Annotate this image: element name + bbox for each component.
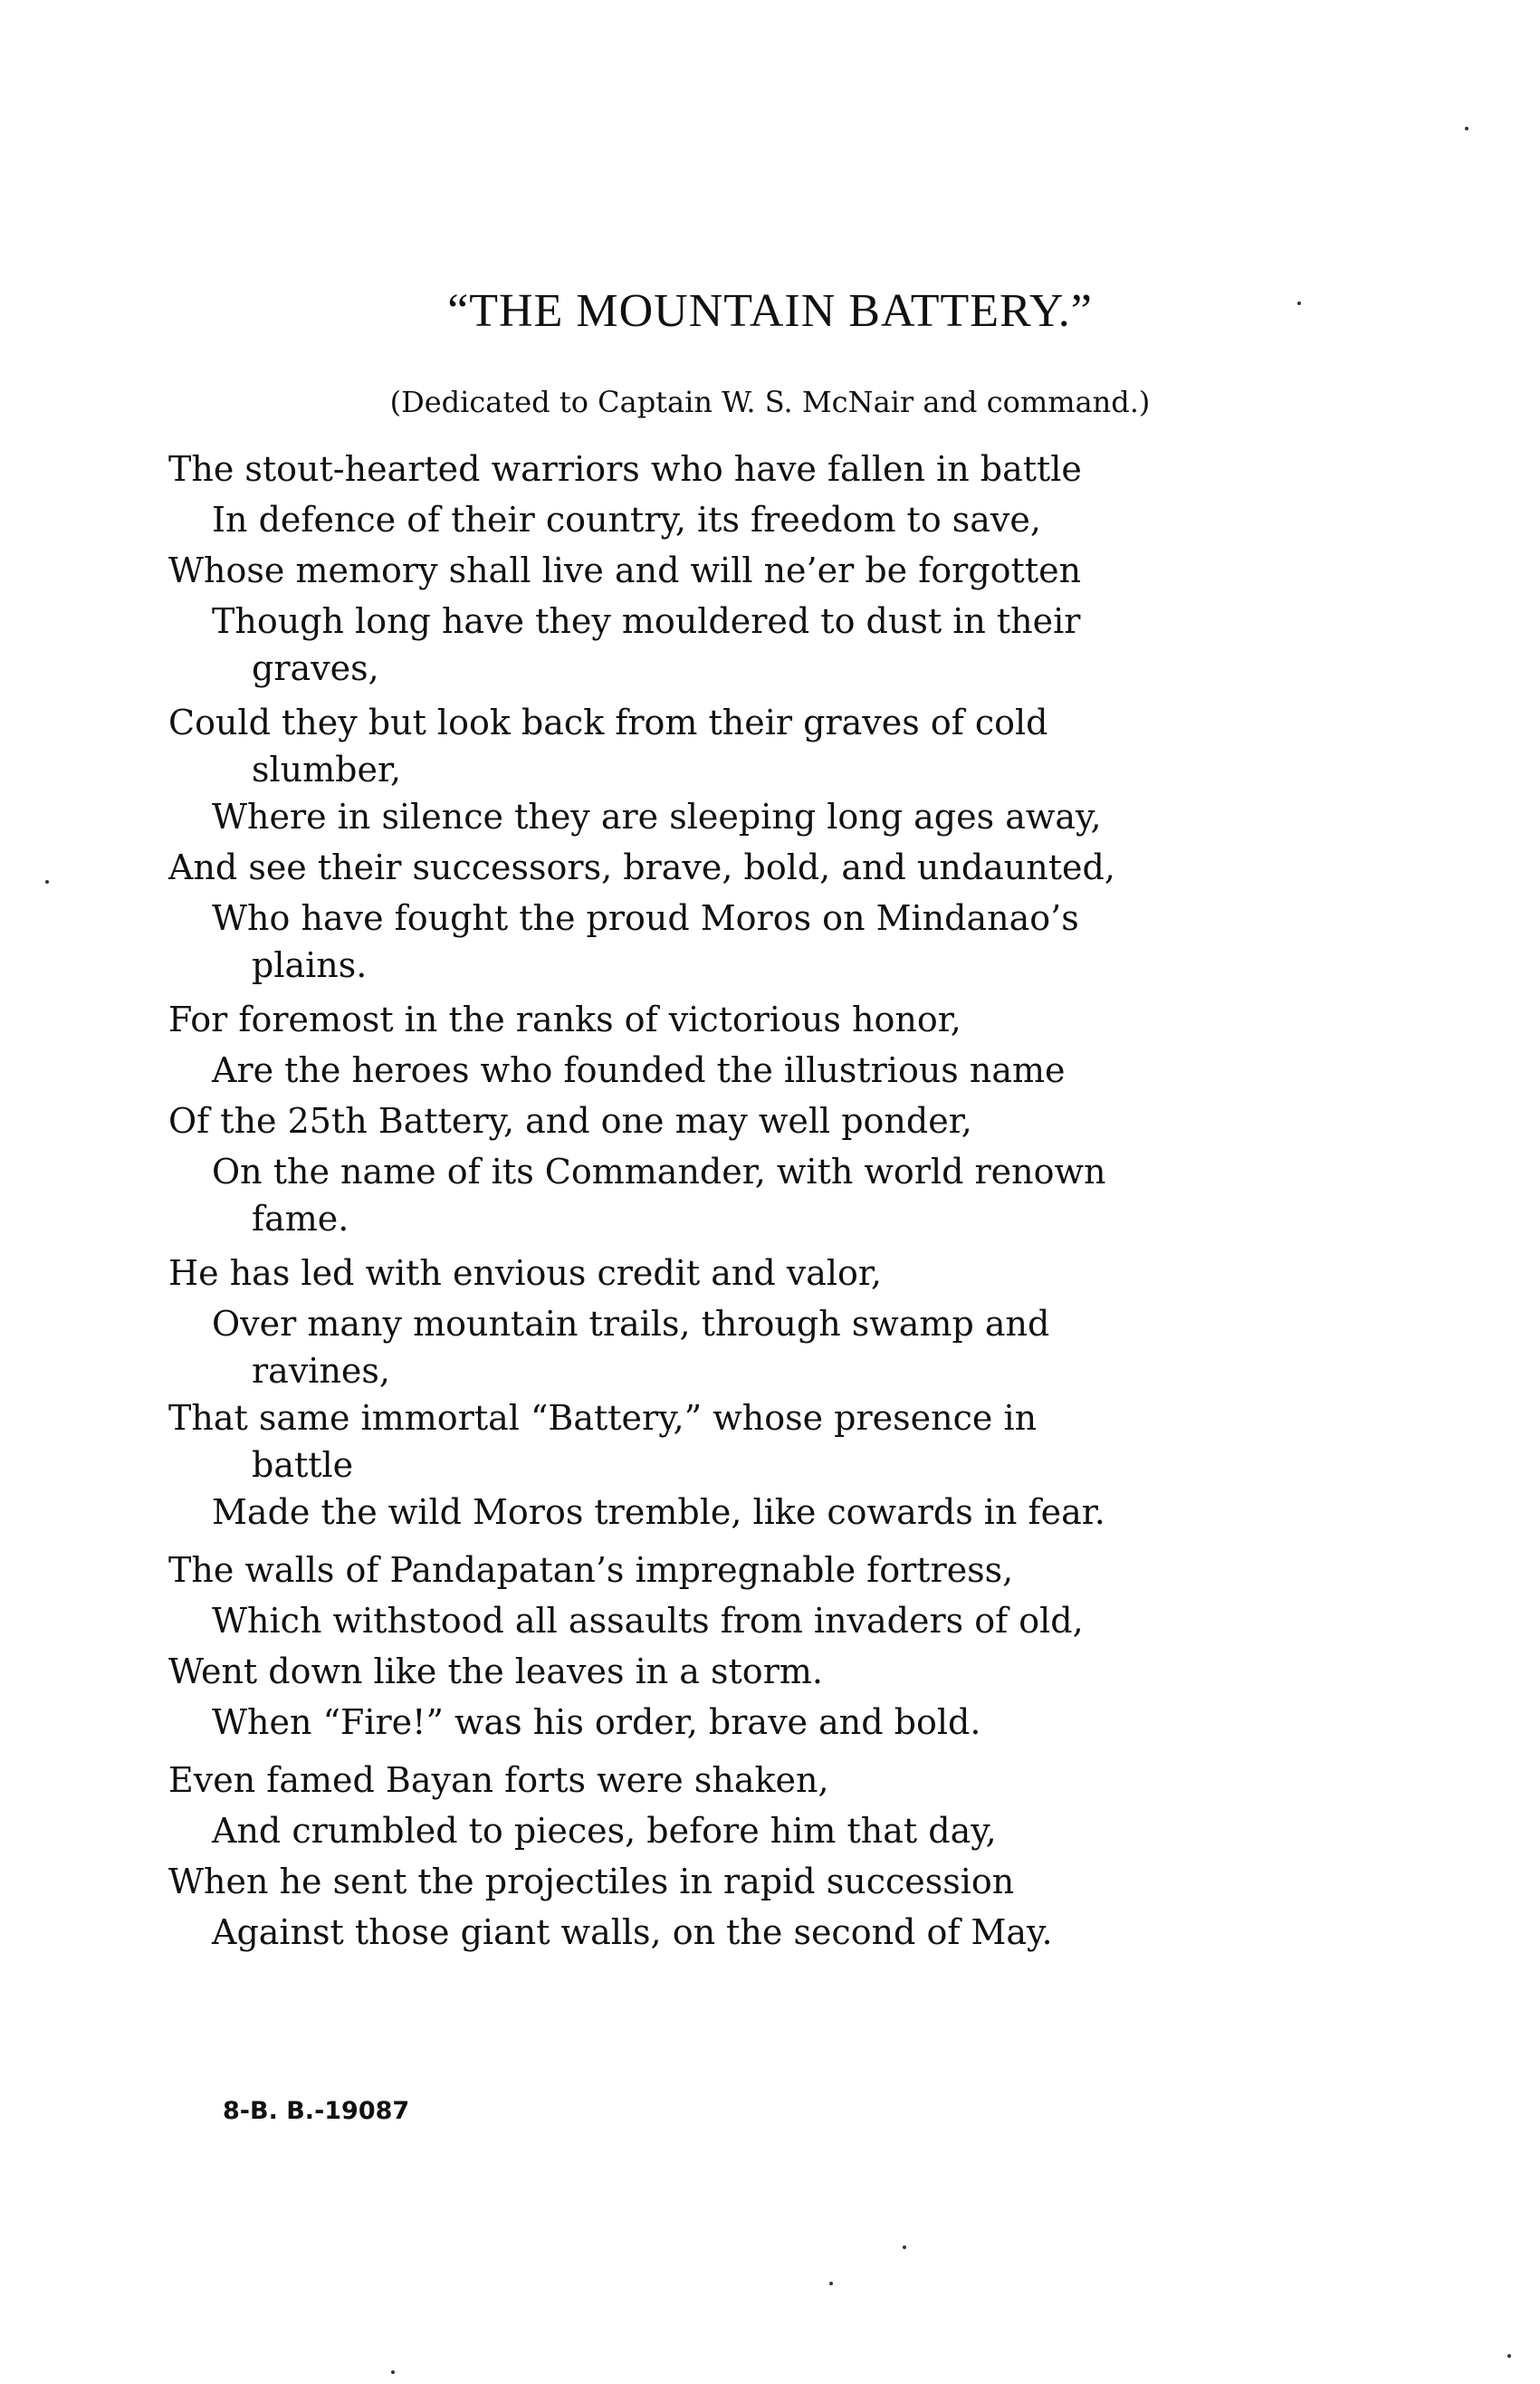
stanza-6: [168, 1755, 1219, 1958]
stanza-4: [168, 1248, 1219, 1537]
poem-line: slumber,: [252, 750, 402, 790]
poem-line: On the name of its Commander, with world renown: [212, 1152, 1106, 1192]
poem-line: The walls of Pandapatan’s impregnable fortress,: [168, 1550, 1014, 1590]
poem-body: [168, 444, 1219, 1958]
poem-line: graves,: [252, 648, 379, 688]
poem-line: And see their successors, brave, bold, and undaunted,: [168, 847, 1115, 887]
poem-line: Are the heroes who founded the illustrious name: [212, 1050, 1066, 1090]
poem-line: Though long have they mouldered to dust in their: [212, 601, 1081, 641]
poem-line: battle: [252, 1445, 354, 1485]
printer-mark: 8-B. B.-19087: [223, 2097, 410, 2125]
scan-speck: [1465, 127, 1468, 130]
poem-line: And crumbled to pieces, before him that day,: [212, 1811, 997, 1851]
scan-speck: [903, 2245, 906, 2249]
scan-speck: [391, 2370, 395, 2374]
poem-line: Where in silence they are sleeping long ages away,: [212, 797, 1102, 837]
poem-line: Could they but look back from their graves of cold: [168, 703, 1048, 742]
scan-speck: [1507, 2354, 1511, 2358]
poem-line: The stout-hearted warriors who have fallen in battle: [168, 449, 1082, 489]
dedication: (Dedicated to Captain W. S. McNair and command.): [389, 385, 1151, 419]
poem-line: Of the 25th Battery, and one may well ponder,: [168, 1101, 972, 1141]
poem-line: That same immortal “Battery,” whose presence in: [168, 1398, 1038, 1438]
scan-speck: [1297, 302, 1301, 305]
poem-line: For foremost in the ranks of victorious honor,: [168, 1000, 961, 1039]
scan-speck: [45, 880, 49, 884]
poem-line: plains.: [252, 945, 368, 985]
poem-line: Which withstood all assaults from invaders of old,: [212, 1601, 1084, 1641]
scan-speck: [829, 2282, 833, 2285]
stanza-3: [168, 994, 1219, 1240]
poem-line: In defence of their country, its freedom to save,: [212, 500, 1041, 540]
poem-line: Made the wild Moros tremble, like cowards in fear.: [212, 1492, 1105, 1532]
poem-line: When “Fire!” was his order, brave and bold.: [212, 1702, 981, 1742]
stanza-2: [168, 697, 1219, 987]
poem-line: When he sent the projectiles in rapid succession: [168, 1862, 1015, 1901]
poem-line: He has led with envious credit and valor,: [168, 1253, 882, 1293]
poem-line: Went down like the leaves in a storm.: [168, 1652, 823, 1691]
poem-line: ravines,: [252, 1351, 390, 1391]
poem-title: “THE MOUNTAIN BATTERY.”: [447, 285, 1093, 337]
poem-line: Over many mountain trails, through swamp and: [212, 1304, 1050, 1344]
poem-line: Against those giant walls, on the second of May.: [212, 1912, 1053, 1952]
poem-line: Who have fought the proud Moros on Mindanao’s: [212, 898, 1079, 938]
stanza-5: [168, 1545, 1219, 1747]
poem-line: Even famed Bayan forts were shaken,: [168, 1760, 829, 1800]
poem-line: fame.: [252, 1199, 349, 1239]
stanza-1: [168, 444, 1219, 690]
poem-line: Whose memory shall live and will ne’er be forgotten: [168, 551, 1082, 590]
